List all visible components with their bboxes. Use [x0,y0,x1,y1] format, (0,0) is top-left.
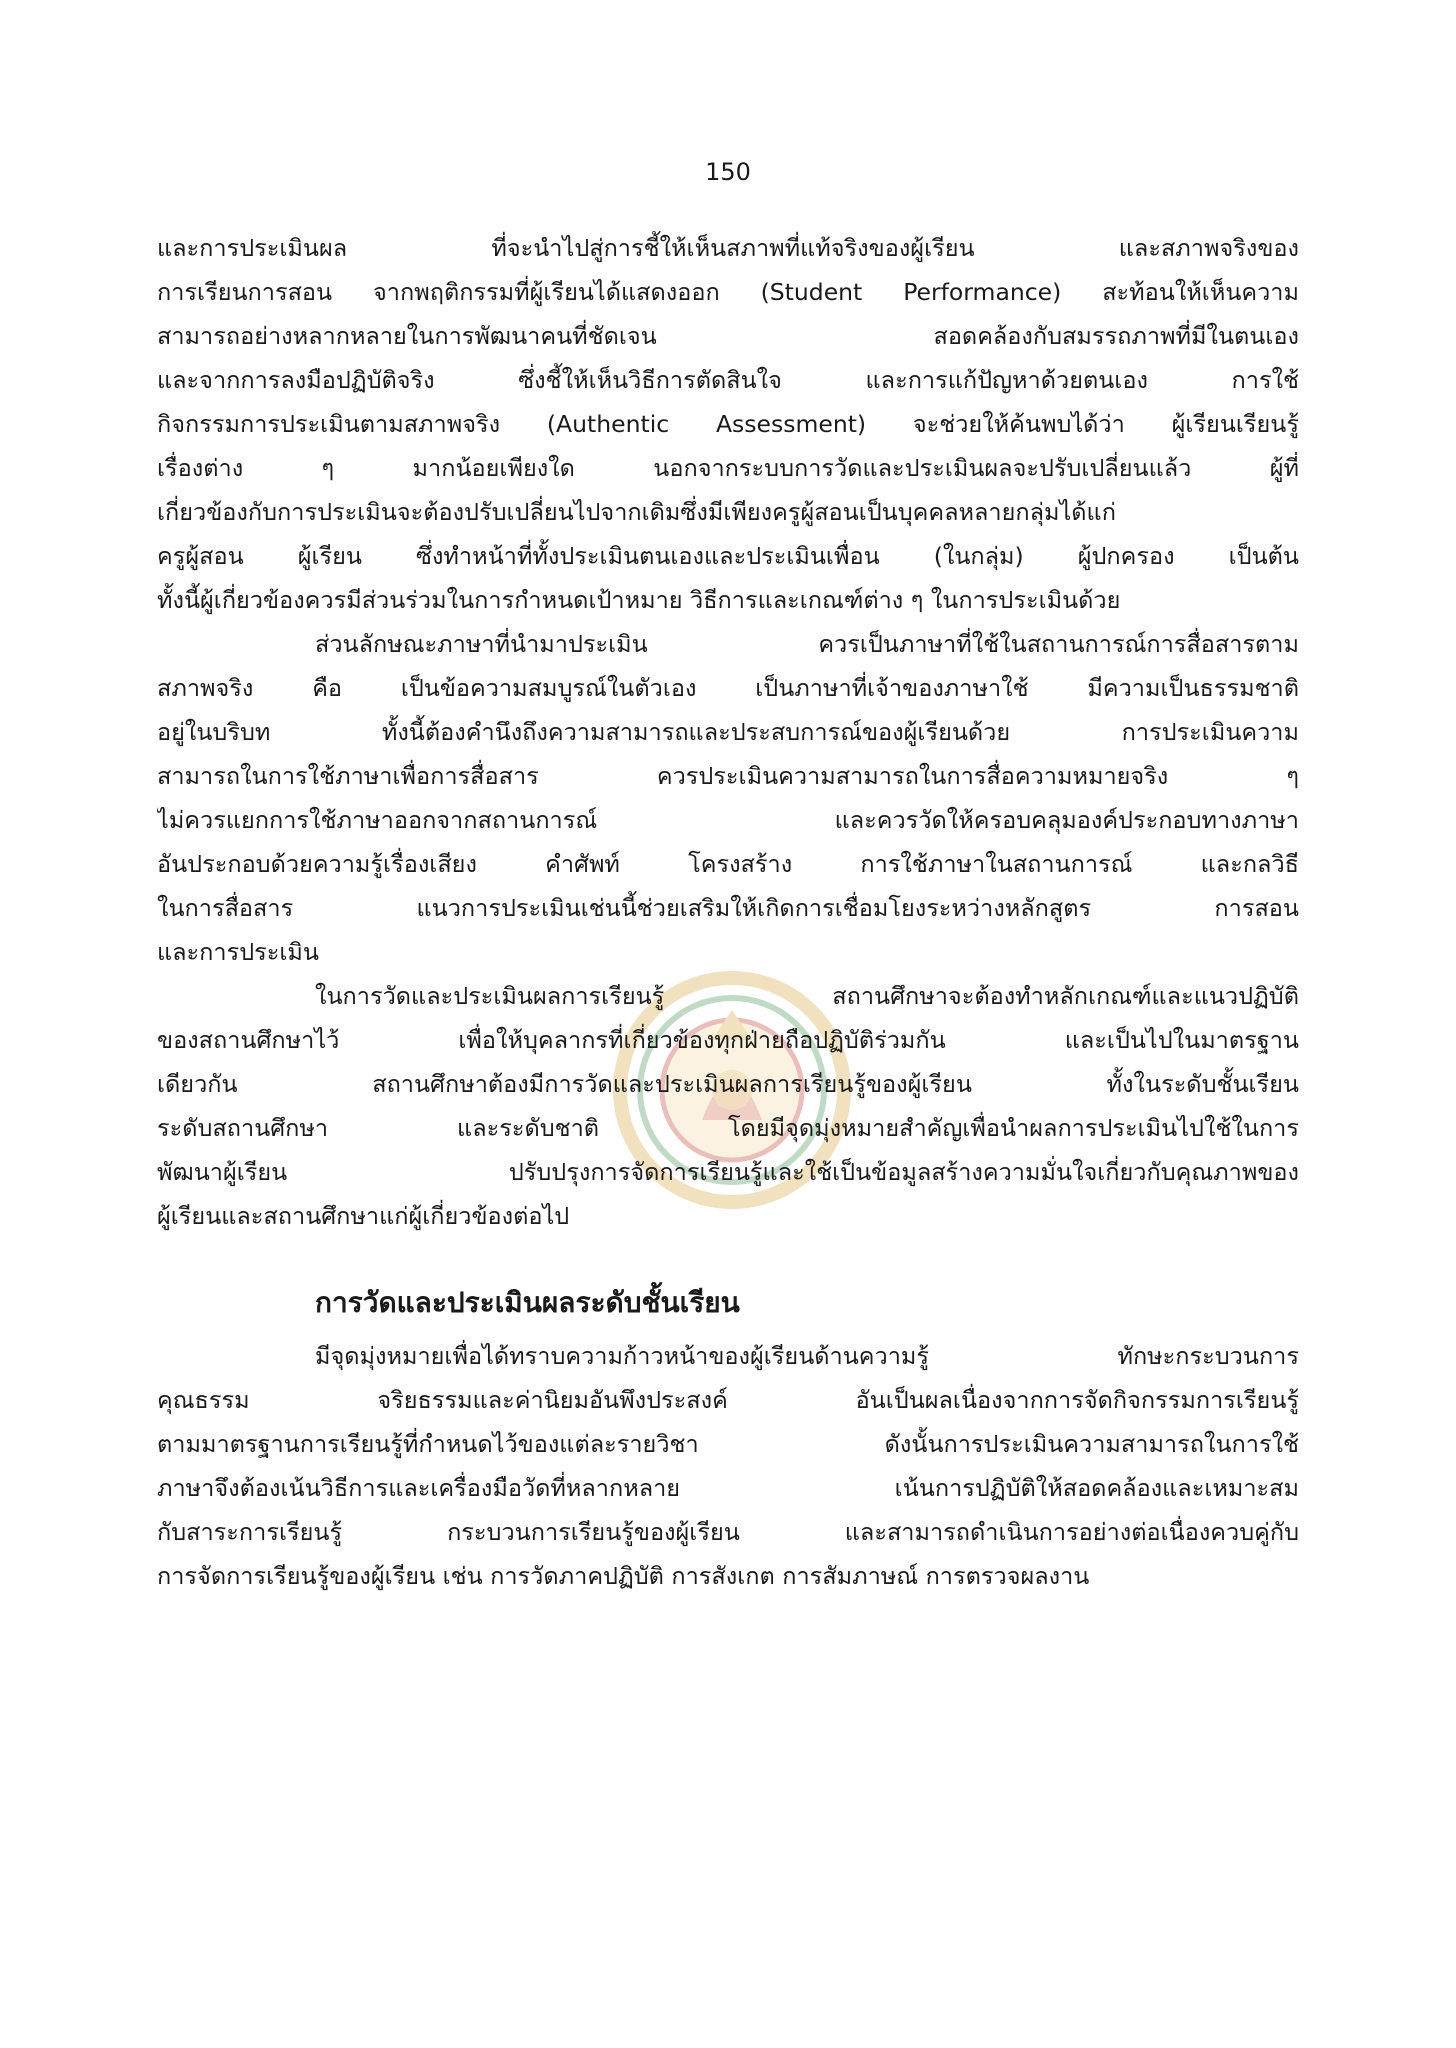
text-line: เรื่องต่าง ๆ มากน้อยเพียงใด นอกจากระบบการวัดและประเมินผลจะปรับเปลี่ยนแล้ว ผู้ที่ [157,454,1299,482]
text-line: กิจกรรมการประเมินตามสภาพจริง (Authentic Assessment) จะช่วยให้ค้นพบได้ว่า ผู้เรียนเรียนรู้ [157,410,1299,438]
page-number: 150 [705,158,751,186]
text-line: ภาษาจึงต้องเน้นวิธีการและเครื่องมือวัดที่หลากหลาย เน้นการปฏิบัติให้สอดคล้องและเหมาะสม [157,1474,1299,1502]
text-line: อันประกอบด้วยความรู้เรื่องเสียง คำศัพท์ โครงสร้าง การใช้ภาษาในสถานการณ์ และกลวิธี [157,850,1299,878]
text-line: และจากการลงมือปฏิบัติจริง ซึ่งชี้ให้เห็นวิธีการตัดสินใจ และการแก้ปัญหาด้วยตนเอง การใช้ [157,366,1299,394]
paragraph-2 [157,622,1299,974]
text-line: ครูผู้สอน ผู้เรียน ซึ่งทำหน้าที่ทั้งประเมินตนเองและประเมินเพื่อน (ในกลุ่ม) ผู้ปกครอง เป็นต้น [157,542,1299,570]
document-body [157,226,1299,1598]
text-line: สามารถอย่างหลากหลายในการพัฒนาคนที่ชัดเจน สอดคล้องกับสมรรถภาพที่มีในตนเอง [157,322,1299,350]
text-line: ตามมาตรฐานการเรียนรู้ที่กำหนดไว้ของแต่ละรายวิชา ดังนั้นการประเมินความสามารถในการใช้ [157,1430,1299,1458]
text-line: ในการวัดและประเมินผลการเรียนรู้ สถานศึกษาจะต้องทำหลักเกณฑ์และแนวปฏิบัติ [315,982,1299,1010]
section-heading: การวัดและประเมินผลระดับชั้นเรียน [315,1286,740,1319]
text-line: ส่วนลักษณะภาษาที่นำมาประเมิน ควรเป็นภาษาที่ใช้ในสถานการณ์การสื่อสารตาม [315,630,1299,658]
text-line: เกี่ยวข้องกับการประเมินจะต้องปรับเปลี่ยนไปจากเดิมซึ่งมีเพียงครูผู้สอนเป็นบุคคลหลายกลุ่มได้แก่ [157,498,1116,526]
text-line: คุณธรรม จริยธรรมและค่านิยมอันพึงประสงค์ อันเป็นผลเนื่องจากการจัดกิจกรรมการเรียนรู้ [157,1386,1299,1414]
text-line: อยู่ในบริบท ทั้งนี้ต้องคำนึงถึงความสามารถและประสบการณ์ของผู้เรียนด้วย การประเมินความ [157,718,1299,746]
text-line: และการประเมิน [157,938,319,966]
text-line: ระดับสถานศึกษา และระดับชาติ โดยมีจุดมุ่งหมายสำคัญเพื่อนำผลการประเมินไปใช้ในการ [157,1114,1299,1142]
text-line: ของสถานศึกษาไว้ เพื่อให้บุคลากรที่เกี่ยวข้องทุกฝ่ายถือปฏิบัติร่วมกัน และเป็นไปในมาตรฐาน [157,1026,1299,1054]
paragraph-1 [157,226,1299,622]
text-line: พัฒนาผู้เรียน ปรับปรุงการจัดการเรียนรู้และใช้เป็นข้อมูลสร้างความมั่นใจเกี่ยวกับคุณภาพของ [157,1158,1299,1186]
text-line: ทั้งนี้ผู้เกี่ยวข้องควรมีส่วนร่วมในการกำหนดเป้าหมาย วิธีการและเกณฑ์ต่าง ๆ ในการประเมินด้วย [157,586,1121,614]
text-line: ในการสื่อสาร แนวการประเมินเช่นนี้ช่วยเสริมให้เกิดการเชื่อมโยงระหว่างหลักสูตร การสอน [157,894,1299,922]
text-line: สภาพจริง คือ เป็นข้อความสมบูรณ์ในตัวเอง เป็นภาษาที่เจ้าของภาษาใช้ มีความเป็นธรรมชาติ [157,674,1299,702]
text-line: การจัดการเรียนรู้ของผู้เรียน เช่น การวัดภาคปฏิบัติ การสังเกต การสัมภาษณ์ การตรวจผลงาน [157,1562,1090,1590]
section-paragraph [157,1334,1299,1598]
text-line: ผู้เรียนและสถานศึกษาแก่ผู้เกี่ยวข้องต่อไป [157,1202,570,1230]
paragraph-3 [157,974,1299,1238]
text-line: กับสาระการเรียนรู้ กระบวนการเรียนรู้ของผู้เรียน และสามารถดำเนินการอย่างต่อเนื่องควบคู่กับ [157,1518,1299,1546]
text-line: เดียวกัน สถานศึกษาต้องมีการวัดและประเมินผลการเรียนรู้ของผู้เรียน ทั้งในระดับชั้นเรียน [157,1070,1299,1098]
text-line: มีจุดมุ่งหมายเพื่อได้ทราบความก้าวหน้าของผู้เรียนด้านความรู้ ทักษะกระบวนการ [315,1342,1299,1370]
text-line: ไม่ควรแยกการใช้ภาษาออกจากสถานการณ์ และควรวัดให้ครอบคลุมองค์ประกอบทางภาษา [157,806,1299,834]
text-line: และการประเมินผล ที่จะนำไปสู่การชี้ให้เห็นสภาพที่แท้จริงของผู้เรียน และสภาพจริงของ [157,234,1299,262]
text-line: การเรียนการสอน จากพฤติกรรมที่ผู้เรียนได้แสดงออก (Student Performance) สะท้อนให้เห็นความ [157,278,1299,306]
text-line: สามารถในการใช้ภาษาเพื่อการสื่อสาร ควรประเมินความสามารถในการสื่อความหมายจริง ๆ [157,762,1299,790]
